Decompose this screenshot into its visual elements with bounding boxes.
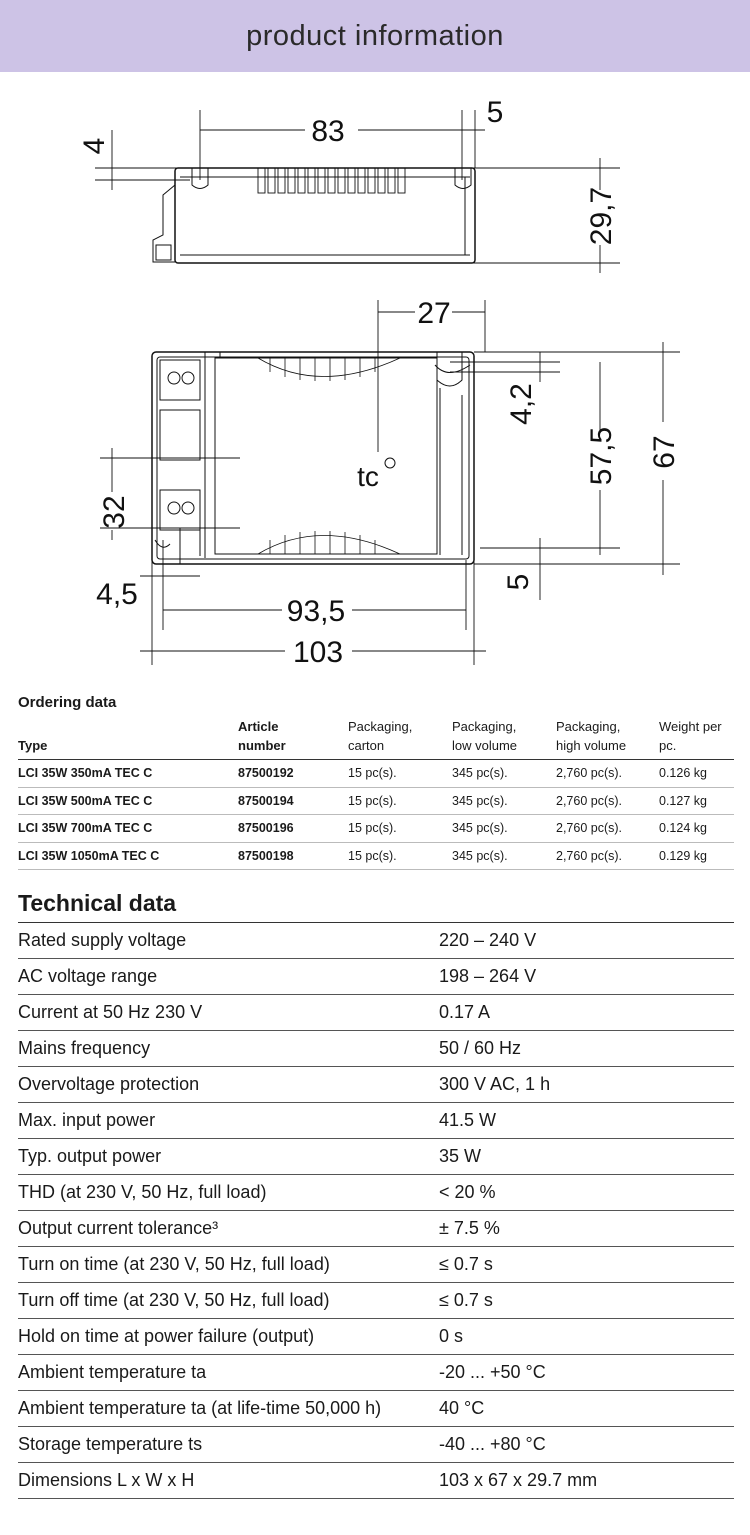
cell-low: 345 pc(s). [452, 815, 556, 843]
cell-weight: 0.127 kg [659, 787, 734, 815]
tech-label: Ambient temperature ta (at life-time 50,000 h) [18, 1398, 382, 1418]
col-pack-high: Packaging, high volume [556, 717, 659, 760]
tech-value: ± 7.5 % [439, 1218, 500, 1238]
tech-row [18, 1139, 734, 1175]
tech-value: 40 °C [439, 1398, 485, 1418]
dim-tc-x: 27 [417, 297, 451, 330]
col-weight: Weight per pc. [659, 717, 734, 760]
technical-data-section [18, 890, 734, 1499]
cell-article: 87500198 [238, 842, 348, 870]
tech-value: -40 ... +80 °C [439, 1434, 546, 1454]
table-row [18, 842, 734, 870]
technical-data-title: Technical data [18, 890, 734, 923]
col-article: Article number [238, 717, 348, 760]
tech-row [18, 1175, 734, 1211]
cell-high: 2,760 pc(s). [556, 787, 659, 815]
dim-side-offset-left: 4 [78, 137, 111, 155]
cell-weight: 0.126 kg [659, 760, 734, 788]
product-information-banner [0, 0, 750, 72]
tech-label: Ambient temperature ta [18, 1362, 207, 1382]
tech-value: ≤ 0.7 s [439, 1254, 493, 1274]
tech-label: Typ. output power [18, 1146, 162, 1166]
cell-article: 87500192 [238, 760, 348, 788]
tech-label: Overvoltage protection [18, 1074, 200, 1094]
tech-row [18, 995, 734, 1031]
tech-row [18, 1031, 734, 1067]
cell-high: 2,760 pc(s). [556, 760, 659, 788]
dim-side-length: 83 [311, 115, 345, 148]
ordering-data-table [18, 717, 734, 870]
tech-value: -20 ... +50 °C [439, 1362, 546, 1382]
tech-row [18, 1283, 734, 1319]
side-view-outline [153, 168, 475, 263]
tech-row [18, 1463, 734, 1499]
tc-label: tc [357, 461, 379, 492]
tech-value: 35 W [439, 1146, 482, 1166]
tech-row [18, 1247, 734, 1283]
tech-row [18, 1391, 734, 1427]
cell-carton: 15 pc(s). [348, 760, 452, 788]
col-pack-low: Packaging, low volume [452, 717, 556, 760]
ordering-data-section [18, 694, 734, 870]
dim-total-length: 103 [292, 636, 344, 669]
cell-carton: 15 pc(s). [348, 815, 452, 843]
cell-low: 345 pc(s). [452, 787, 556, 815]
cell-low: 345 pc(s). [452, 842, 556, 870]
table-row [18, 787, 734, 815]
dim-side-height: 29,7 [585, 186, 618, 246]
tech-label: Mains frequency [18, 1038, 151, 1058]
tech-row [18, 959, 734, 995]
tech-row [18, 1355, 734, 1391]
ordering-header-row [18, 717, 734, 760]
dimension-drawing [0, 72, 750, 682]
tech-label: Output current tolerance³ [18, 1218, 219, 1238]
side-view-fins [258, 168, 405, 193]
dim-hole-spacing: 93,5 [286, 595, 346, 628]
tech-label: THD (at 230 V, 50 Hz, full load) [18, 1182, 267, 1202]
top-view-fins [258, 358, 400, 554]
cell-high: 2,760 pc(s). [556, 842, 659, 870]
cell-type: LCI 35W 500mA TEC C [18, 787, 238, 815]
tech-row [18, 1103, 734, 1139]
tech-value: 41.5 W [439, 1110, 497, 1130]
tech-value: 198 – 264 V [439, 966, 537, 986]
tech-value: 300 V AC, 1 h [439, 1074, 551, 1094]
banner-title: product information [246, 19, 504, 52]
tech-value: 0 s [439, 1326, 464, 1346]
tech-row [18, 1319, 734, 1355]
tech-label: Dimensions L x W x H [18, 1470, 195, 1490]
tech-value: 50 / 60 Hz [439, 1038, 522, 1058]
cell-article: 87500194 [238, 787, 348, 815]
tech-label: Current at 50 Hz 230 V [18, 1002, 203, 1022]
dim-width: 67 [648, 435, 681, 469]
tech-label: Rated supply voltage [18, 930, 187, 950]
tech-value: 220 – 240 V [439, 930, 537, 950]
cell-article: 87500196 [238, 815, 348, 843]
tech-value: 103 x 67 x 29.7 mm [439, 1470, 598, 1490]
dim-connector: 32 [98, 495, 131, 529]
cell-low: 345 pc(s). [452, 760, 556, 788]
tech-row [18, 923, 734, 959]
tech-label: Storage temperature ts [18, 1434, 203, 1454]
tech-value: 0.17 A [439, 1002, 491, 1022]
tech-label: AC voltage range [18, 966, 158, 986]
cell-weight: 0.129 kg [659, 842, 734, 870]
dim-side-offset-top: 5 [486, 96, 504, 129]
cell-type: LCI 35W 350mA TEC C [18, 760, 238, 788]
dim-hole-span: 57,5 [585, 426, 618, 486]
cell-carton: 15 pc(s). [348, 842, 452, 870]
col-type: Type [18, 717, 238, 760]
tc-point-icon [385, 458, 395, 468]
cell-weight: 0.124 kg [659, 815, 734, 843]
cell-type: LCI 35W 1050mA TEC C [18, 842, 238, 870]
col-pack-carton: Packaging, carton [348, 717, 452, 760]
tech-label: Turn off time (at 230 V, 50 Hz, full load) [18, 1290, 330, 1310]
ordering-data-title: Ordering data [18, 694, 117, 711]
tech-row [18, 1427, 734, 1463]
dim-hole-bottom: 5 [502, 573, 535, 591]
cell-high: 2,760 pc(s). [556, 815, 659, 843]
tech-value: < 20 % [439, 1182, 496, 1202]
dim-hole-left: 4,5 [96, 578, 138, 611]
tech-label: Max. input power [18, 1110, 156, 1130]
table-row [18, 815, 734, 843]
cell-carton: 15 pc(s). [348, 787, 452, 815]
tech-row [18, 1067, 734, 1103]
side-view-dimension-lines [95, 110, 620, 273]
tech-value: ≤ 0.7 s [439, 1290, 493, 1310]
table-row [18, 760, 734, 788]
tech-label: Turn on time (at 230 V, 50 Hz, full load) [18, 1254, 330, 1274]
dim-hole-y: 4,2 [505, 383, 538, 425]
tech-label: Hold on time at power failure (output) [18, 1326, 315, 1346]
tech-row [18, 1211, 734, 1247]
cell-type: LCI 35W 700mA TEC C [18, 815, 238, 843]
